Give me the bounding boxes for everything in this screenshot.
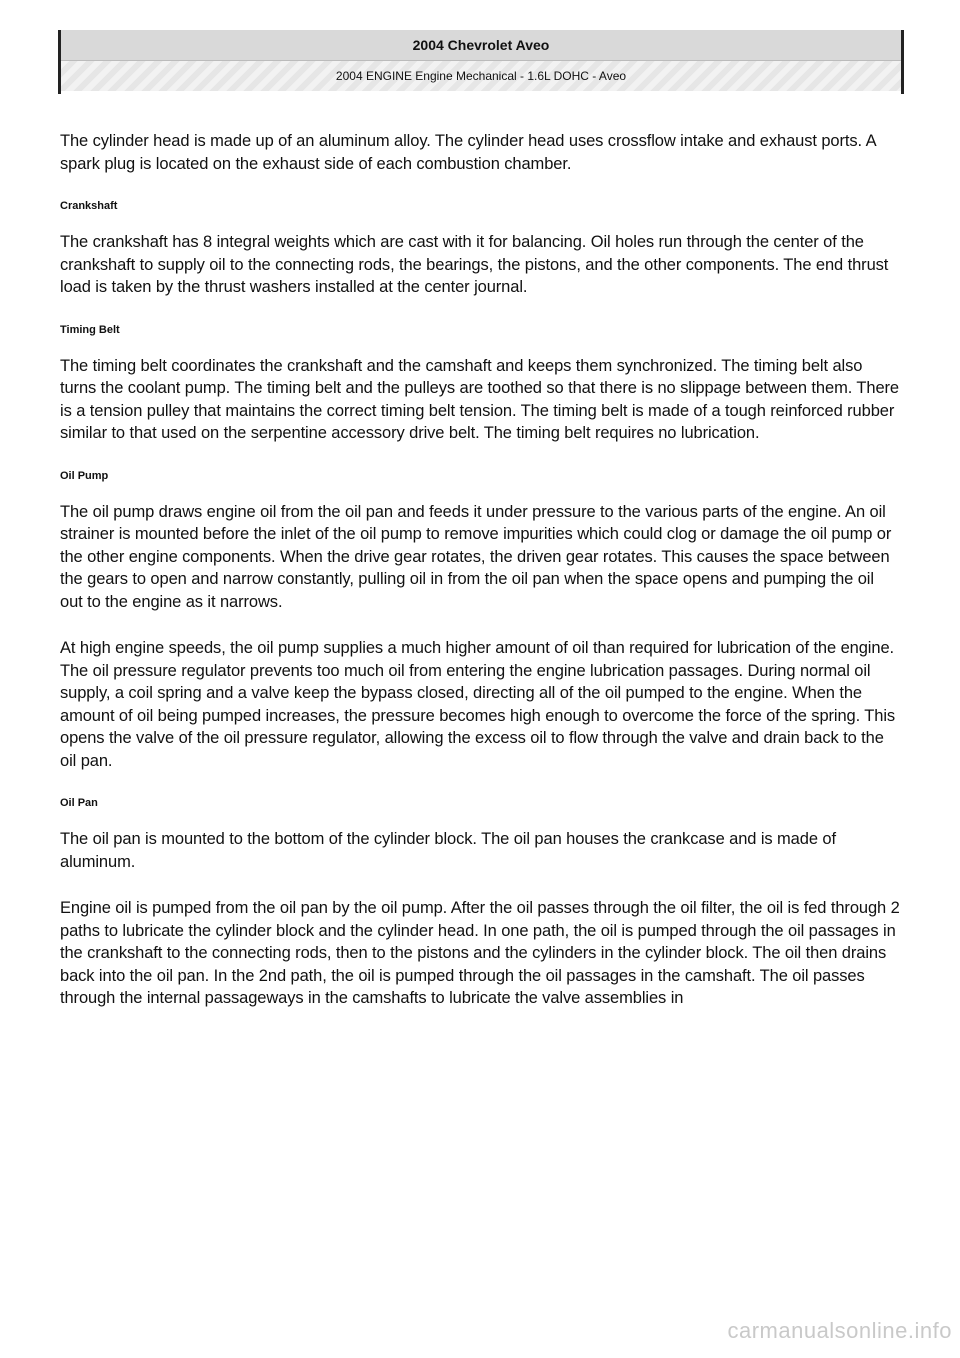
header-subtitle: 2004 ENGINE Engine Mechanical - 1.6L DOHC - Aveo [61,61,901,91]
section-heading-oil-pump: Oil Pump [60,469,109,482]
document-header [58,30,904,94]
watermark: carmanualsonline.info [727,1318,952,1343]
timing-belt-paragraph: The timing belt coordinates the crankshaft and the camshaft and keeps them synchronized. The timing belt also turns the coolant pump. The timing belt and the pulleys are toothed so that there is no slippage between them. There is a tension pulley that maintains the correct timing belt tension. The timing belt is made of a tough reinforced rubber similar to that used on the serpentine accessory drive belt. The timing belt requires no lubrication. [60,356,899,442]
crankshaft-paragraph: The crankshaft has 8 integral weights which are cast with it for balancing. Oil holes run through the center of the crankshaft to supply oil to the connecting rods, the bearings, the pistons, and the other components. The end thrust load is taken by the thrust washers installed at the center journal. [60,233,889,296]
oil-pump-paragraph-1: The oil pump draws engine oil from the oil pan and feeds it under pressure to the various parts of the engine. An oil strainer is mounted before the inlet of the oil pump to remove impurities which could clog or damage the oil pump or the other engine components. When the drive gear rotates, the driven gear rotates. This causes the space between the gears to open and narrow constantly, pulling oil in from the oil pan when the space opens and pumping the oil out to the engine as it narrows. [60,502,892,611]
header-title: 2004 Chevrolet Aveo [61,30,901,61]
oil-pan-paragraph-1: The oil pan is mounted to the bottom of the cylinder block. The oil pan houses the crankcase and is made of aluminum. [60,830,836,871]
section-heading-oil-pan: Oil Pan [60,797,98,809]
intro-paragraph: The cylinder head is made up of an aluminum alloy. The cylinder head uses crossflow intake and exhaust ports. A spark plug is located on the exhaust side of each combustion chamber. [60,132,876,173]
oil-pan-paragraph-2: Engine oil is pumped from the oil pan by the oil pump. After the oil passes through the oil filter, the oil is fed through 2 paths to lubricate the cylinder block and the cylinder head. In one path, the oil is pumped through the oil passages in the crankshaft to the connecting rods, then to the pistons and the cylinders in the cylinder block. The oil then drains back into the oil pan. In the 2nd path, the oil is pumped through the oil passages in the camshaft. The oil passes through the internal passageways in the camshafts to lubricate the valve assemblies in [60,899,900,1007]
oil-pump-paragraph-2: At high engine speeds, the oil pump supplies a much higher amount of oil than required for lubrication of the engine. The oil pressure regulator prevents too much oil from entering the engine lubrication passages. During normal oil supply, a coil spring and a valve keep the bypass closed, directing all of the oil pumped to the engine. When the amount of oil being pumped increases, the pressure becomes high enough to overcome the force of the spring. This opens the valve of the oil pressure regulator, allowing the excess oil to flow through the valve and drain back to the oil pan. [60,639,896,770]
document-body [60,130,900,1034]
section-heading-crankshaft: Crankshaft [60,200,118,212]
section-heading-timing-belt: Timing Belt [60,323,120,336]
